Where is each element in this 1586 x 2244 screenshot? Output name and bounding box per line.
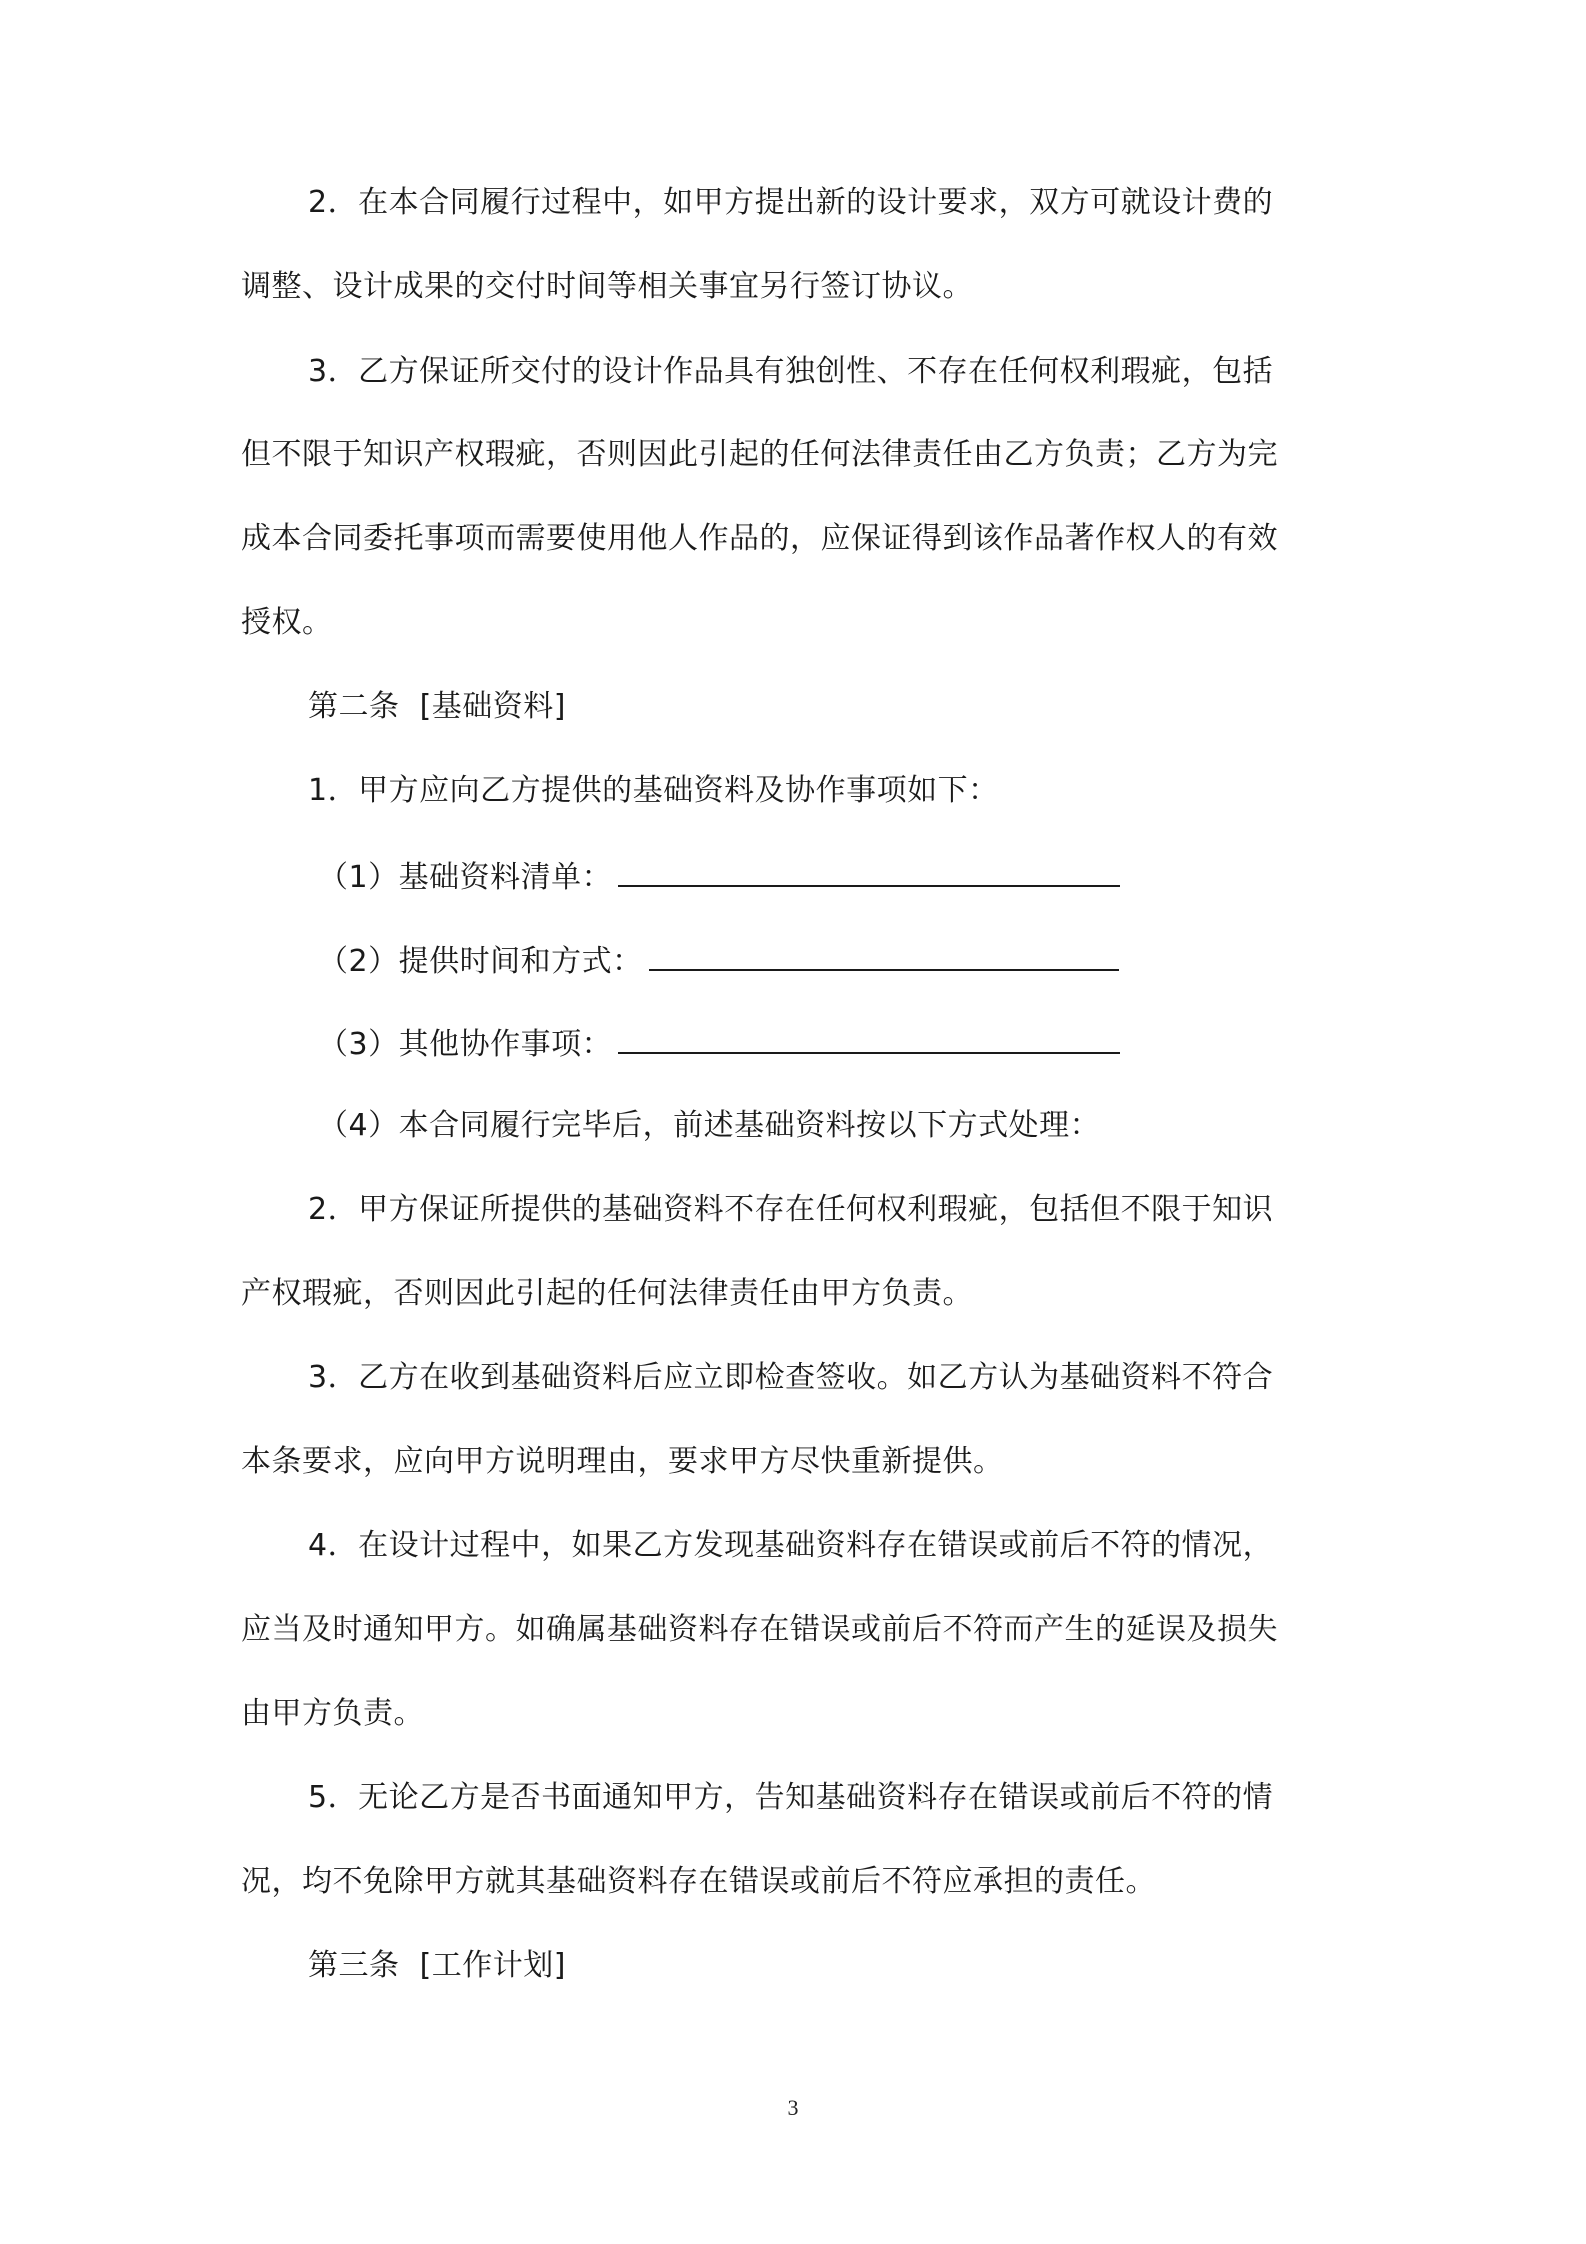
paragraph-line: 产权瑕疵，否则因此引起的任何法律责任由甲方负责。 (241, 1276, 973, 1311)
paragraph-line: 由甲方负责。 (241, 1696, 424, 1731)
paragraph-line: 但不限于知识产权瑕疵，否则因此引起的任何法律责任由乙方负责；乙方为完 (241, 437, 1278, 472)
fill-in-blank[interactable] (649, 939, 1119, 971)
fill-in-label: （3）其他协作事项： (318, 1027, 613, 1062)
paragraph-line: 4．在设计过程中，如果乙方发现基础资料存在错误或前后不符的情况， (308, 1528, 1274, 1563)
paragraph-line: 1．甲方应向乙方提供的基础资料及协作事项如下： (308, 773, 999, 808)
paragraph-line: 本条要求，应向甲方说明理由，要求甲方尽快重新提供。 (241, 1444, 1004, 1479)
section-heading: 第三条 [工作计划] (308, 1948, 566, 1983)
paragraph-line: 应当及时通知甲方。如确属基础资料存在错误或前后不符而产生的延误及损失 (241, 1612, 1278, 1647)
paragraph-line: 5．无论乙方是否书面通知甲方，告知基础资料存在错误或前后不符的情 (308, 1780, 1274, 1815)
fill-in-item (0, 855, 1586, 898)
paragraph-line: 2．在本合同履行过程中，如甲方提出新的设计要求，双方可就设计费的 (308, 185, 1274, 220)
fill-in-blank[interactable] (618, 1022, 1120, 1054)
fill-in-blank[interactable] (618, 855, 1120, 887)
paragraph-line: 3．乙方在收到基础资料后应立即检查签收。如乙方认为基础资料不符合 (308, 1360, 1274, 1395)
fill-in-label: （1）基础资料清单： (318, 860, 613, 895)
page-number: 3 (787, 2095, 799, 2120)
paragraph-line: 况，均不免除甲方就其基础资料存在错误或前后不符应承担的责任。 (241, 1864, 1156, 1899)
paragraph-line: （4）本合同履行完毕后，前述基础资料按以下方式处理： (318, 1108, 1101, 1143)
paragraph-line: 3．乙方保证所交付的设计作品具有独创性、不存在任何权利瑕疵，包括 (308, 354, 1274, 389)
paragraph-line: 2．甲方保证所提供的基础资料不存在任何权利瑕疵，包括但不限于知识 (308, 1192, 1274, 1227)
fill-in-item (0, 939, 1586, 982)
paragraph-line: 授权。 (241, 605, 333, 640)
fill-in-label: （2）提供时间和方式： (318, 944, 643, 979)
section-heading: 第二条 [基础资料] (308, 689, 566, 724)
fill-in-item (0, 1022, 1586, 1065)
paragraph-line: 成本合同委托事项而需要使用他人作品的，应保证得到该作品著作权人的有效 (241, 521, 1278, 556)
paragraph-line: 调整、设计成果的交付时间等相关事宜另行签订协议。 (241, 269, 973, 304)
